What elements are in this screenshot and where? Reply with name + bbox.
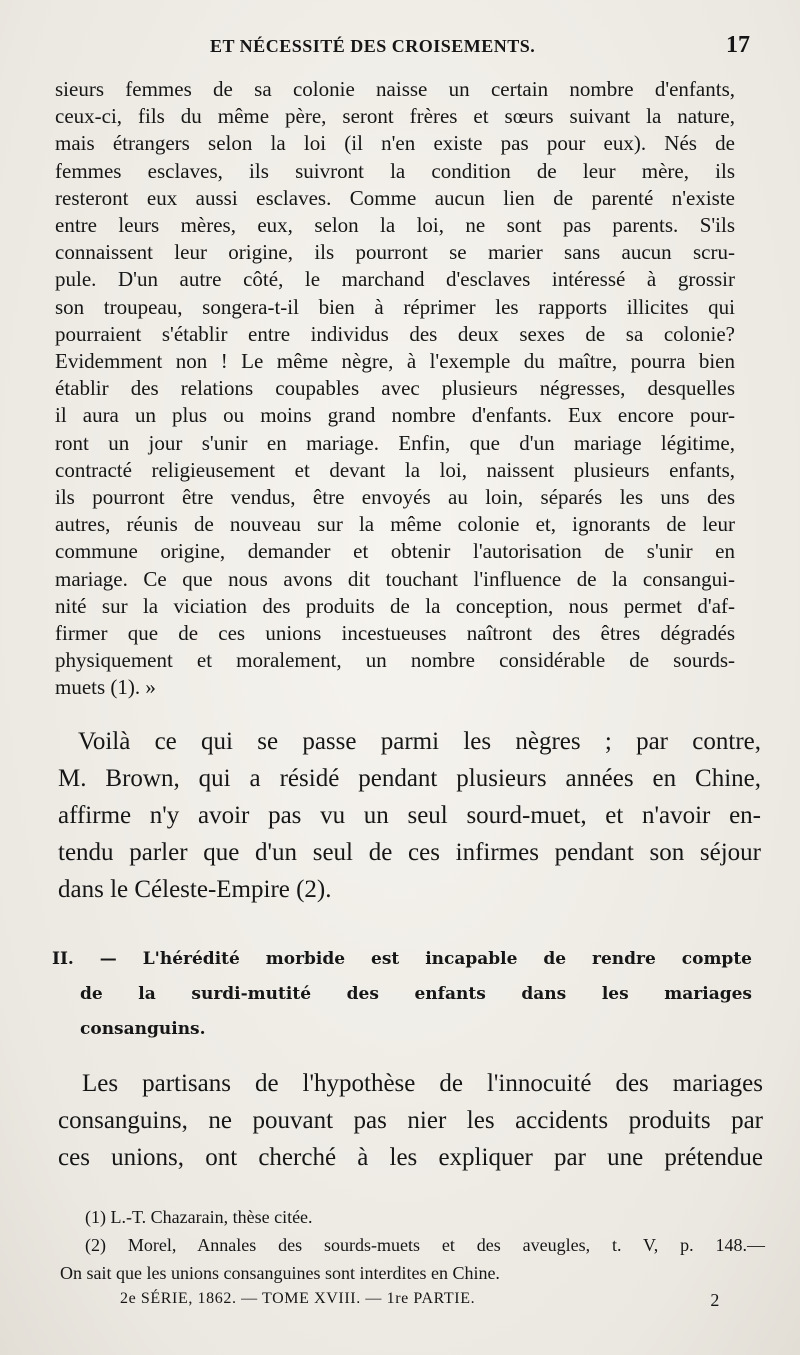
quote-line: femmes esclaves, ils suivront la condition de leur mère, ils (55, 158, 735, 183)
quote-line: firmer que de ces unions incestueuses naîtront des êtres dégradés (55, 621, 735, 646)
quote-line: pule. D'un autre côté, le marchand d'esclaves intéressé à grossir (55, 267, 735, 292)
footnotes (60, 1203, 765, 1287)
quote-line: entre leurs mères, eux, selon la loi, ne sont pas parents. S'ils (55, 213, 735, 238)
quote-line: mariage. Ce que nous avons dit touchant l'influence de la consangui- (55, 566, 735, 591)
quote-line: ils pourront être vendus, être envoyés au loin, séparés les uns des (55, 485, 735, 510)
page-footer (120, 1290, 750, 1308)
series-line: 2e SÉRIE, 1862. — TOME XVIII. — 1re PARTIE. (120, 1290, 476, 1307)
footnote-2: (2) Morel, Annales des sourds-muets et des aveugles, t. V, p. 148.— (85, 1235, 765, 1255)
quote-line: ront un jour s'unir en mariage. Enfin, que d'un mariage légitime, (55, 430, 735, 455)
quote-line: nité sur la viciation des produits de la conception, nous permet d'af- (55, 593, 735, 618)
footnote-1: (1) L.-T. Chazarain, thèse citée. (85, 1207, 313, 1227)
running-header (60, 34, 750, 68)
quote-line: mais étrangers selon la loi (il n'en existe pas pour eux). Nés de (55, 131, 735, 156)
signature-mark: 2 (710, 1290, 720, 1310)
body-paragraph-1 (58, 723, 761, 908)
quote-line: sieurs femmes de sa colonie naisse un certain nombre d'enfants, (55, 77, 735, 101)
heading-line: de la surdi-mutité des enfants dans les mariages (80, 984, 752, 1004)
quote-line: muets (1). » (55, 675, 156, 700)
body-paragraph-2 (58, 1065, 763, 1176)
quote-line: ceux-ci, fils du même père, seront frères et sœurs suivant la nature, (55, 104, 735, 129)
paragraph-line: tendu parler que d'un seul de ces infirmes pendant son séjour (58, 839, 761, 866)
quote-line: commune origine, demander et obtenir l'autorisation de s'unir en (55, 539, 735, 564)
paragraph-line: Les partisans de l'hypothèse de l'innocuité des mariages (82, 1070, 763, 1097)
quote-line: physiquement et moralement, un nombre considérable de sourds- (55, 648, 735, 673)
quote-line: autres, réunis de nouveau sur la même colonie et, ignorants de leur (55, 512, 735, 537)
quote-line: connaissent leur origine, ils pourront se marier sans aucun scru- (55, 240, 735, 265)
paragraph-line: dans le Céleste-Empire (2). (58, 876, 332, 903)
quote-line: contracté religieusement et devant la loi, naissent plusieurs enfants, (55, 457, 735, 482)
quote-line: Evidemment non ! Le même nègre, à l'exemple du maître, pourra bien (55, 349, 735, 374)
section-heading (52, 942, 752, 1047)
paragraph-line: ces unions, ont cherché à les expliquer par une prétendue (58, 1144, 763, 1171)
heading-line: consanguins. (80, 1019, 206, 1039)
paragraph-line: affirme n'y avoir pas vu un seul sourd-muet, et n'avoir en- (58, 802, 761, 829)
quote-line: son troupeau, songera-t-il bien à réprimer les rapports illicites qui (55, 294, 735, 319)
quote-line: resteront eux aussi esclaves. Comme aucun lien de parenté n'existe (55, 185, 735, 210)
quote-line: établir des relations coupables avec plusieurs négresses, desquelles (55, 376, 735, 401)
quote-line: pourraient s'établir entre individus des deux sexes de sa colonie? (55, 321, 735, 346)
quoted-passage (55, 76, 735, 702)
paragraph-line: Voilà ce qui se passe parmi les nègres ; par contre, (78, 728, 761, 755)
footnote-2-continuation: On sait que les unions consanguines sont interdites en Chine. (60, 1263, 500, 1283)
running-title: ET NÉCESSITÉ DES CROISEMENTS. (210, 36, 536, 56)
paragraph-line: M. Brown, qui a résidé pendant plusieurs années en Chine, (58, 765, 761, 792)
page-number: 17 (726, 32, 750, 58)
paragraph-line: consanguins, ne pouvant pas nier les accidents produits par (58, 1107, 763, 1134)
heading-line: II. — L'hérédité morbide est incapable de rendre compte (52, 949, 752, 969)
quote-line: il aura un plus ou moins grand nombre d'enfants. Eux encore pour- (55, 403, 735, 428)
